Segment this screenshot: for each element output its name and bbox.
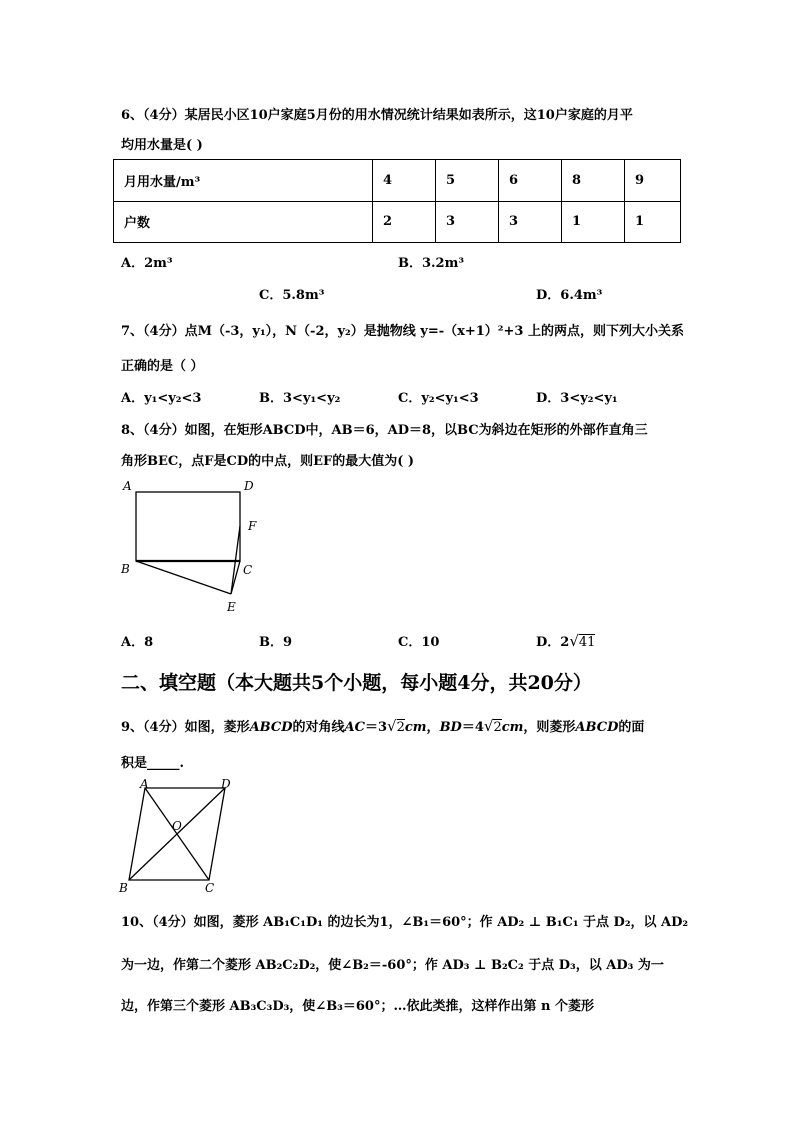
- q8-option-d-radicand: 41: [578, 635, 596, 650]
- q9-text: ABCD: [249, 720, 293, 735]
- q9-text: ABCD: [575, 720, 619, 735]
- section-2-title: 二、填空题（本大题共5个小题，每小题4分，共20分）: [121, 672, 592, 694]
- q9-text: cm: [404, 720, 427, 735]
- label-c: C: [243, 563, 253, 577]
- label-b: B: [121, 562, 130, 576]
- table-cell: 3: [499, 201, 562, 243]
- q6-option-a: A．2m³: [121, 256, 173, 271]
- label-e: E: [227, 600, 236, 614]
- q7-option-d: D．3<y₂<y₁: [536, 391, 618, 406]
- table-cell: 9: [625, 160, 681, 202]
- label-c: C: [205, 881, 215, 895]
- sqrt-symbol: √: [483, 717, 494, 735]
- q10-stem-line2: 为一边，作第二个菱形 AB₂C₂D₂，使∠B₂＝-60°；作 AD₃ ⊥ B₂C₂ 于点 D₃，以 AD₃ 为一: [121, 958, 664, 973]
- q9-radicand: 2: [493, 720, 502, 735]
- label-f: F: [248, 519, 257, 533]
- table-row: [114, 201, 681, 243]
- q6-option-c: C．5.8m³: [259, 288, 325, 303]
- q7-option-c: C．y₂<y₁<3: [398, 391, 479, 406]
- q8-option-b: B．9: [259, 635, 293, 650]
- segment-be: [136, 561, 231, 594]
- label-d: D: [221, 777, 231, 791]
- q9-text: ，则菱形: [523, 720, 576, 735]
- q8-option-c: C．10: [398, 635, 440, 650]
- q8-option-d: [536, 631, 595, 650]
- q8-stem-line1: 8、（4分）如图，在矩形ABCD中，AB＝6，AD＝8，以BC为斜边在矩形的外部作直角三: [121, 423, 648, 438]
- q9-text: 的对角线: [292, 720, 345, 735]
- table-cell: 户数: [114, 201, 373, 243]
- label-a: A: [123, 479, 132, 493]
- q7-option-b: B．3<y₁<y₂: [259, 391, 341, 406]
- table-cell: 月用水量/m³: [114, 160, 373, 202]
- sqrt-symbol: √: [569, 632, 579, 650]
- segment-ce: [231, 561, 240, 594]
- q9-text: cm: [501, 720, 524, 735]
- q9-rhombus-figure: [113, 774, 248, 899]
- q9-text: ，: [426, 720, 440, 735]
- q8-rectangle-figure: [115, 474, 265, 619]
- q6-option-b: B．3.2m³: [398, 256, 465, 271]
- table-row: [114, 160, 681, 202]
- q6-option-d: D．6.4m³: [536, 288, 603, 303]
- diagonal-bd: [129, 788, 225, 880]
- q6-stem-line2: 均用水量是( ): [121, 138, 203, 153]
- label-d: D: [244, 479, 254, 493]
- q9-stem-line1: [121, 716, 644, 735]
- label-b: B: [119, 881, 128, 895]
- q8-option-a: A．8: [121, 635, 154, 650]
- q8-option-d-prefix: D．2: [536, 635, 570, 650]
- q9-text: AC: [344, 720, 365, 735]
- q9-text: 的面: [618, 720, 645, 735]
- sqrt-symbol: √: [387, 717, 397, 735]
- q9-text: 9、（4分）如图，菱形: [121, 720, 250, 735]
- table-cell: 6: [499, 160, 562, 202]
- table-cell: 2: [373, 201, 436, 243]
- table-cell: 1: [625, 201, 681, 243]
- q8-stem-line2: 角形BEC，点F是CD的中点，则EF的最大值为( ): [121, 454, 415, 469]
- q9-stem-line2: 积是_____.: [121, 756, 185, 771]
- label-o: O: [172, 819, 182, 833]
- q10-stem-line3: 边，作第三个菱形 AB₃C₃D₃，使∠B₃＝60°；…依此类推，这样作出第 n 个菱形: [121, 999, 594, 1014]
- q7-stem-line2: 正确的是（ ）: [121, 359, 204, 374]
- table-cell: 8: [562, 160, 625, 202]
- q9-text: ＝4: [461, 720, 484, 735]
- table-cell: 5: [436, 160, 499, 202]
- q6-stem-line1: 6、（4分）某居民小区10户家庭5月份的用水情况统计结果如表所示，这10户家庭的月平: [121, 108, 633, 123]
- table-cell: 1: [562, 201, 625, 243]
- q10-stem-line1: 10、（4分）如图，菱形 AB₁C₁D₁ 的边长为1，∠B₁＝60°；作 AD₂ ⊥ B₁C₁ 于点 D₂，以 AD₂: [121, 915, 689, 930]
- table-cell: 4: [373, 160, 436, 202]
- q9-text: ＝3: [364, 720, 388, 735]
- q6-data-table: [113, 159, 681, 243]
- label-a: A: [140, 777, 149, 791]
- table-cell: 3: [436, 201, 499, 243]
- rectangle-abcd: [136, 492, 240, 561]
- q7-option-a: A．y₁<y₂<3: [121, 391, 202, 406]
- q7-stem-line1: 7、（4分）点M（-3，y₁），N（-2，y₂）是抛物线 y=-（x+1）²+3 上的两点，则下列大小关系: [121, 324, 684, 339]
- q9-text: BD: [439, 720, 462, 735]
- q9-radicand: 2: [396, 720, 405, 735]
